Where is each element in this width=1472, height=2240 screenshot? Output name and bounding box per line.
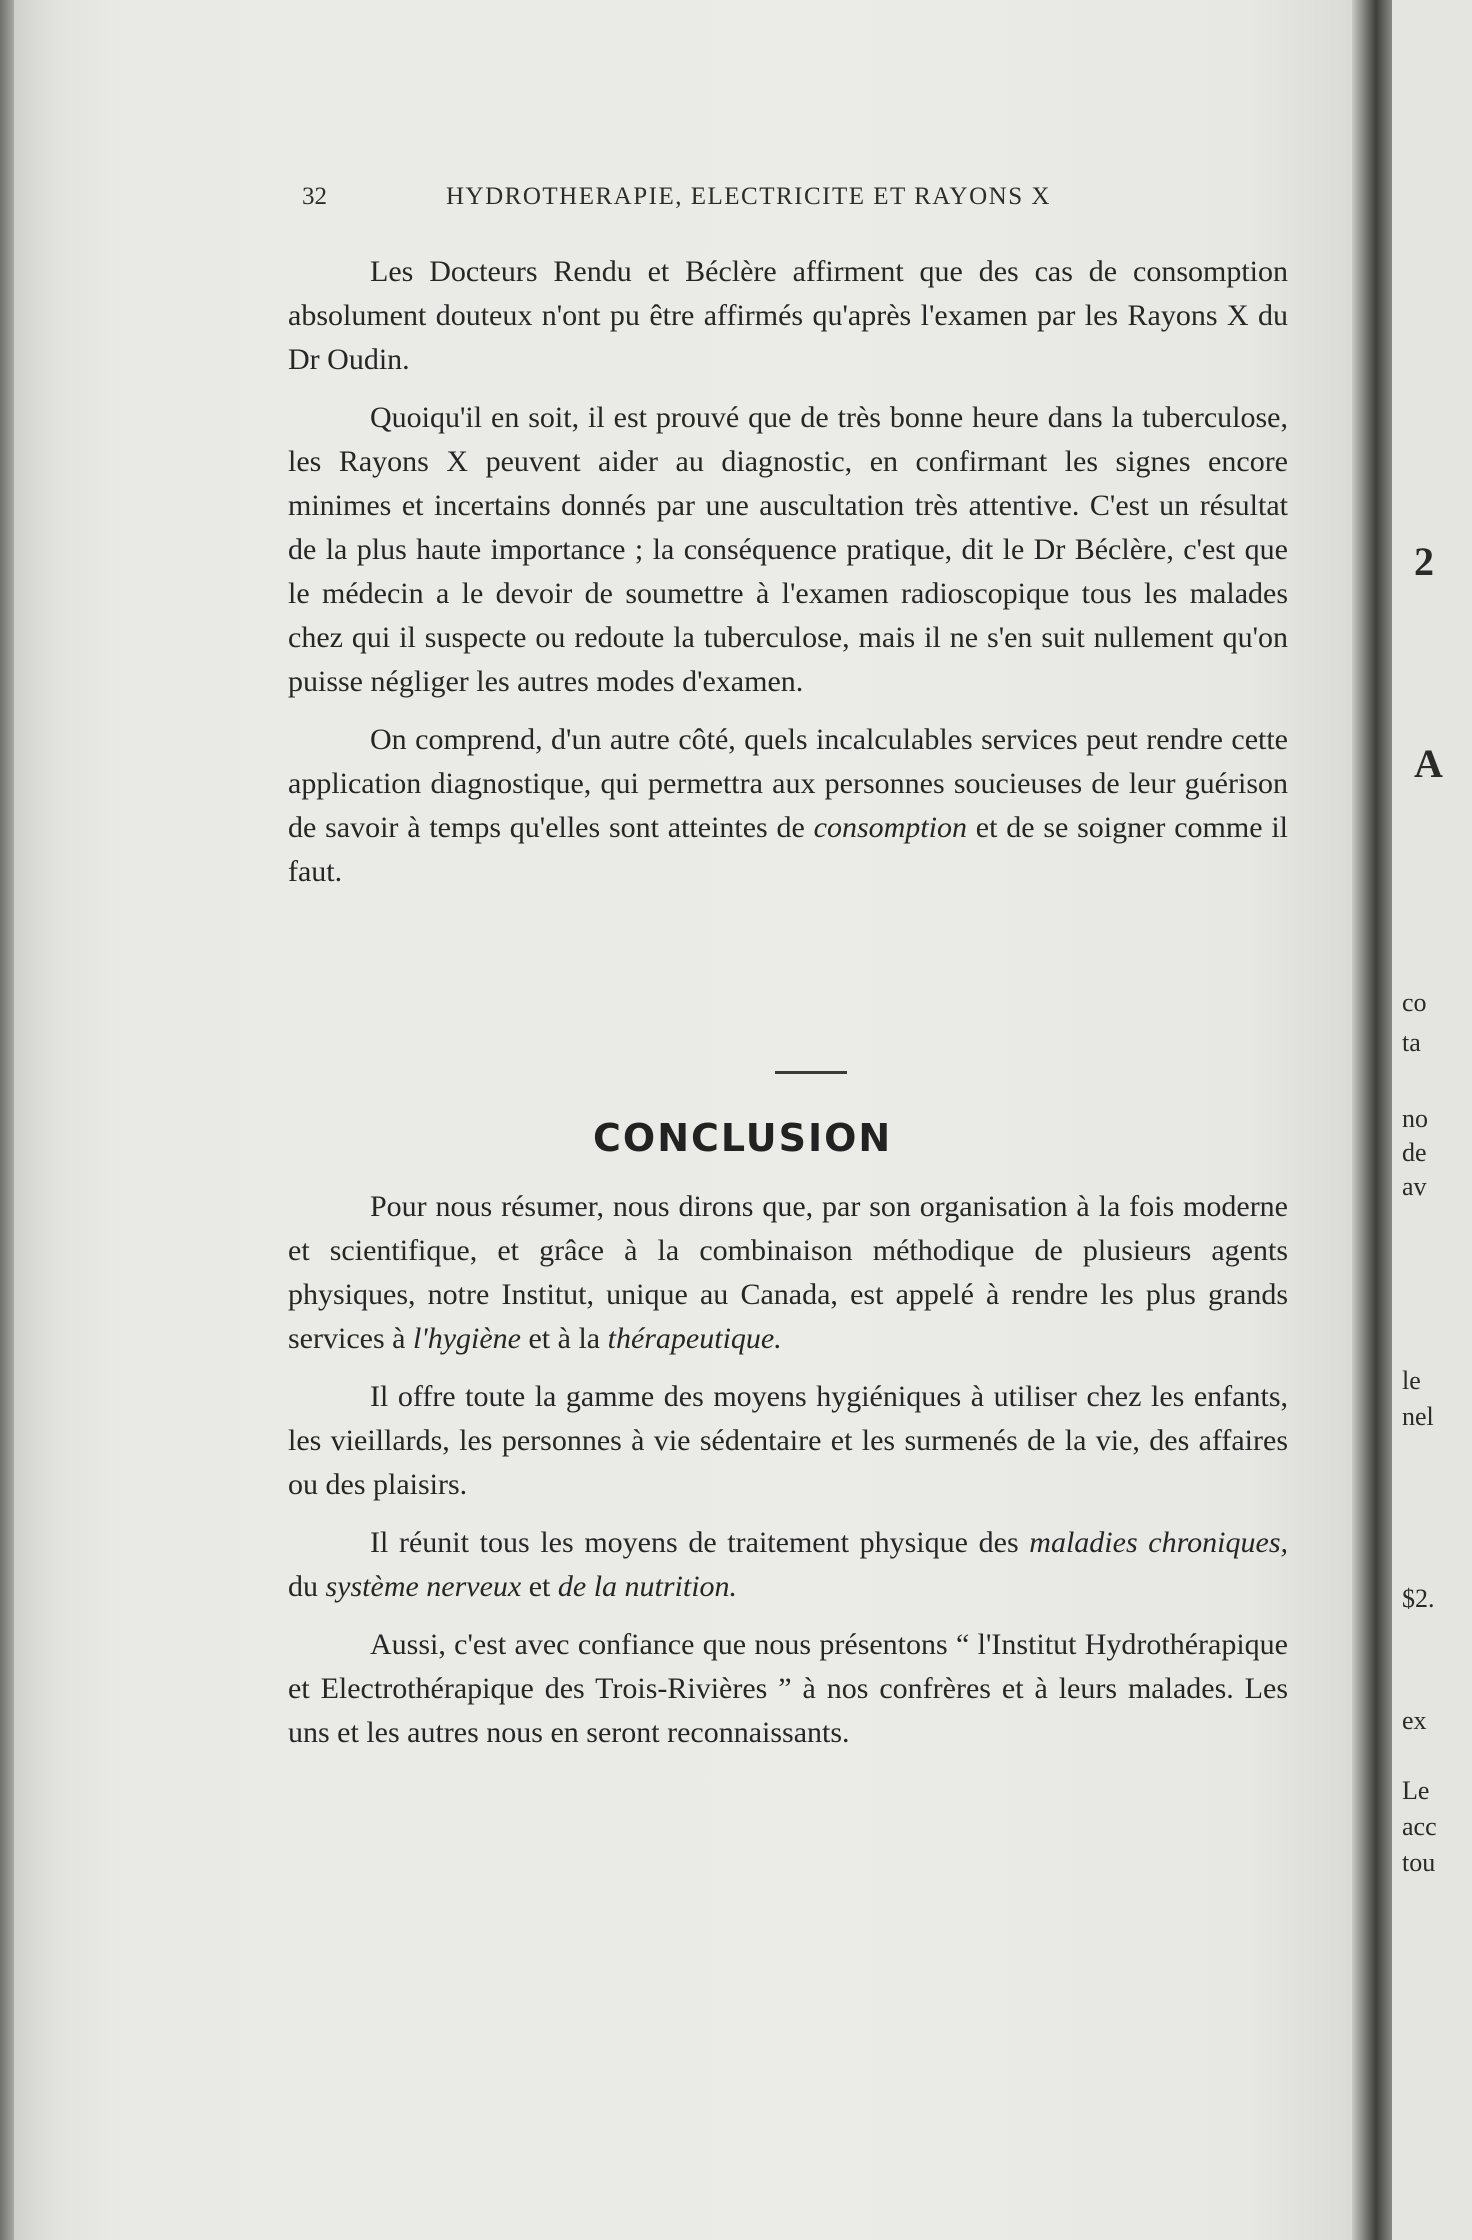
- paragraph: Les Docteurs Rendu et Béclère affirment que des cas de consomption absolument douteux n'ont pu être affirmés qu'après l'examen par les Rayons X du Dr Oudin.: [288, 255, 1288, 376]
- facing-page-fragment: no: [1402, 1104, 1428, 1133]
- paragraph-text: et à la: [520, 1322, 608, 1355]
- book-gutter: [1352, 0, 1392, 2240]
- facing-page-fragment: 2: [1414, 539, 1434, 584]
- paragraph-text: et de se soigner comme il faut.: [288, 811, 1288, 888]
- italic-term: système nerveux: [325, 1570, 522, 1603]
- paragraph: [288, 1521, 1288, 1609]
- italic-term: de la nutrition.: [557, 1570, 738, 1603]
- italic-term: consomption: [813, 811, 967, 844]
- conclusion-text: [288, 1185, 1288, 1755]
- facing-page-fragment: $2.: [1402, 1584, 1435, 1613]
- paragraph: [288, 1185, 1288, 1361]
- section-heading: CONCLUSION: [593, 1116, 893, 1160]
- facing-page-fragment: tou: [1402, 1848, 1436, 1877]
- facing-page-fragment: le: [1402, 1366, 1421, 1395]
- paragraph-text: du: [288, 1570, 326, 1603]
- section-divider-rule: [775, 1071, 847, 1074]
- facing-page-fragment: co: [1402, 988, 1427, 1017]
- paragraph-text: On comprend, d'un autre côté, quels incalculables services peut rendre cette application diagnostique, qui permettra aux personnes soucieuses de leur guérison de savoir à temps qu'elles sont atteintes de: [288, 723, 1288, 844]
- italic-term: maladies chroniques,: [1029, 1526, 1289, 1559]
- facing-page-fragment: av: [1402, 1172, 1427, 1201]
- paragraph: [288, 718, 1288, 894]
- facing-page-fragment: acc: [1402, 1812, 1437, 1841]
- facing-page-fragment: de: [1402, 1138, 1427, 1167]
- facing-page-fragment: nel: [1402, 1402, 1434, 1431]
- facing-page-fragment: A: [1414, 741, 1443, 786]
- body-text-before-conclusion: [288, 250, 1288, 894]
- paragraph: Quoiqu'il en soit, il est prouvé que de très bonne heure dans la tuberculose, les Rayons X peuvent aider au diagnostic, en confirmant les signes encore minimes et incertains donnés par une auscultation très attentive. C'est un résultat de la plus haute importance ; la conséquence pratique, dit le Dr Béclère, c'est que le médecin a le devoir de soumettre à l'examen radioscopique tous les malades chez qui il suspecte ou redoute la tuberculose, mais il ne s'en suit nullement qu'on puisse négliger les autres modes d'examen.: [288, 401, 1288, 698]
- running-head-title: HYDROTHERAPIE, ELECTRICITE ET RAYONS X: [446, 183, 1051, 210]
- paragraph-text: et: [521, 1570, 558, 1603]
- facing-page-fragment: ta: [1402, 1028, 1421, 1057]
- facing-page-fragment: Le: [1402, 1776, 1430, 1805]
- italic-term: l'hygiène: [412, 1322, 521, 1355]
- facing-page-edge: [1392, 0, 1472, 2240]
- page-number: 32: [302, 183, 327, 210]
- paragraph: Aussi, c'est avec confiance que nous présentons “ l'Institut Hydrothérapique et Electrothérapique des Trois-Rivières ” à nos confrères et à leurs malades. Les uns et les autres nous en seront reconnaissants.: [288, 1628, 1288, 1749]
- italic-term: thérapeutique.: [607, 1322, 782, 1355]
- facing-page-fragment: ex: [1402, 1706, 1427, 1735]
- paragraph: Il offre toute la gamme des moyens hygiéniques à utiliser chez les enfants, les vieillards, les personnes à vie sédentaire et les surmenés de la vie, des affaires ou des plaisirs.: [288, 1380, 1288, 1501]
- paragraph-text: Pour nous résumer, nous dirons que, par son organisation à la fois moderne et scientifique, et grâce à la combinaison méthodique de plusieurs agents physiques, notre Institut, unique au Canada, est appelé à rendre les plus grands services à: [288, 1190, 1288, 1355]
- paragraph-text: Il réunit tous les moyens de traitement physique des: [370, 1526, 1030, 1559]
- book-spine-edge: [0, 0, 14, 2240]
